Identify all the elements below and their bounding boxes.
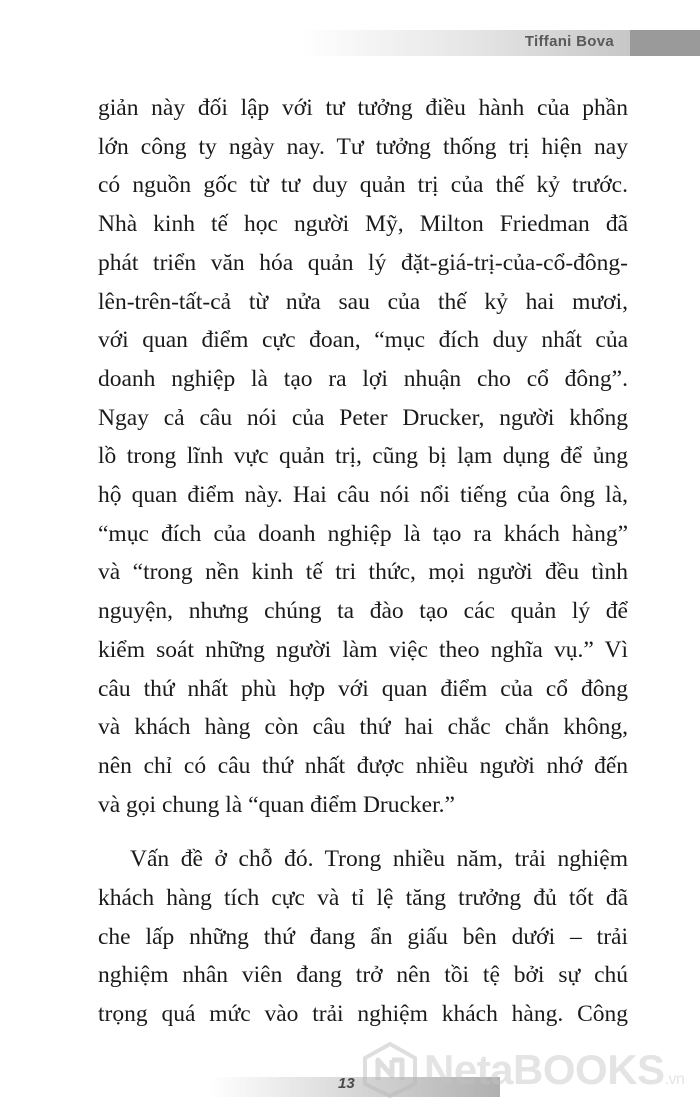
text-line: lên-trên-tất-cả từ nửa sau của thế kỷ hai mươi,	[98, 288, 628, 315]
text-line: nên chỉ có câu thứ nhất được nhiều người nhớ đến	[98, 752, 628, 779]
running-header-author: Tiffani Bova	[524, 33, 614, 50]
text-line: “mục đích của doanh nghiệp là tạo ra khách hàng”	[98, 520, 628, 547]
text-line: lồ trong lĩnh vực quản trị, cũng bị lạm dụng để ủng	[98, 443, 628, 470]
header-tab	[630, 30, 700, 56]
netabooks-logo-icon	[362, 1042, 418, 1098]
page-body	[98, 89, 628, 1034]
text-line: Ngay cả câu nói của Peter Drucker, người khổng	[98, 404, 628, 431]
text-line: hộ quan điểm này. Hai câu nói nổi tiếng của ông là,	[98, 482, 628, 509]
text-line: lớn công ty ngày nay. Tư tưởng thống trị hiện nay	[98, 133, 628, 160]
text-line: trọng quá mức vào trải nghiệm khách hàng. Công	[98, 1001, 628, 1028]
page-number: 13	[338, 1075, 355, 1092]
text-line: và “trong nền kinh tế tri thức, mọi người đều tình	[98, 559, 628, 586]
watermark	[362, 1030, 700, 1110]
text-line: với quan điểm cực đoan, “mục đích duy nhất của	[98, 327, 628, 354]
watermark-brand: NetaBOOKS	[424, 1046, 665, 1093]
watermark-text	[424, 1044, 684, 1106]
text-line: phát triển văn hóa quản lý đặt-giá-trị-của-cổ-đông-	[98, 249, 628, 276]
text-line: câu thứ nhất phù hợp với quan điểm của cổ đông	[98, 675, 628, 702]
text-line: kiểm soát những người làm việc theo nghĩa vụ.” Vì	[98, 636, 628, 663]
text-line: Vấn đề ở chỗ đó. Trong nhiều năm, trải nghiệm	[130, 846, 628, 873]
text-line: doanh nghiệp là tạo ra lợi nhuận cho cổ đông”.	[98, 365, 628, 392]
text-line: khách hàng tích cực và tỉ lệ tăng trưởng đủ tốt đã	[98, 885, 628, 912]
text-line: giản này đối lập với tư tưởng điều hành của phần	[98, 95, 628, 121]
text-line: che lấp những thứ đang ẩn giấu bên dưới – trải	[98, 923, 628, 950]
paragraph-1	[98, 89, 628, 824]
text-line: và khách hàng còn câu thứ hai chắc chắn không,	[98, 714, 628, 741]
text-line: nguyện, nhưng chúng ta đào tạo các quản lý để	[98, 598, 628, 625]
text-line: và gọi chung là “quan điểm Drucker.”	[98, 791, 455, 818]
text-line: nghiệm nhân viên đang trở nên tồi tệ bởi sự chú	[98, 962, 628, 989]
text-line: Nhà kinh tế học người Mỹ, Milton Friedman đã	[98, 211, 628, 238]
text-line: có nguồn gốc từ tư duy quản trị của thế kỷ trước.	[98, 172, 628, 199]
watermark-suffix: .vn	[664, 1071, 685, 1088]
paragraph-2	[98, 840, 628, 1034]
